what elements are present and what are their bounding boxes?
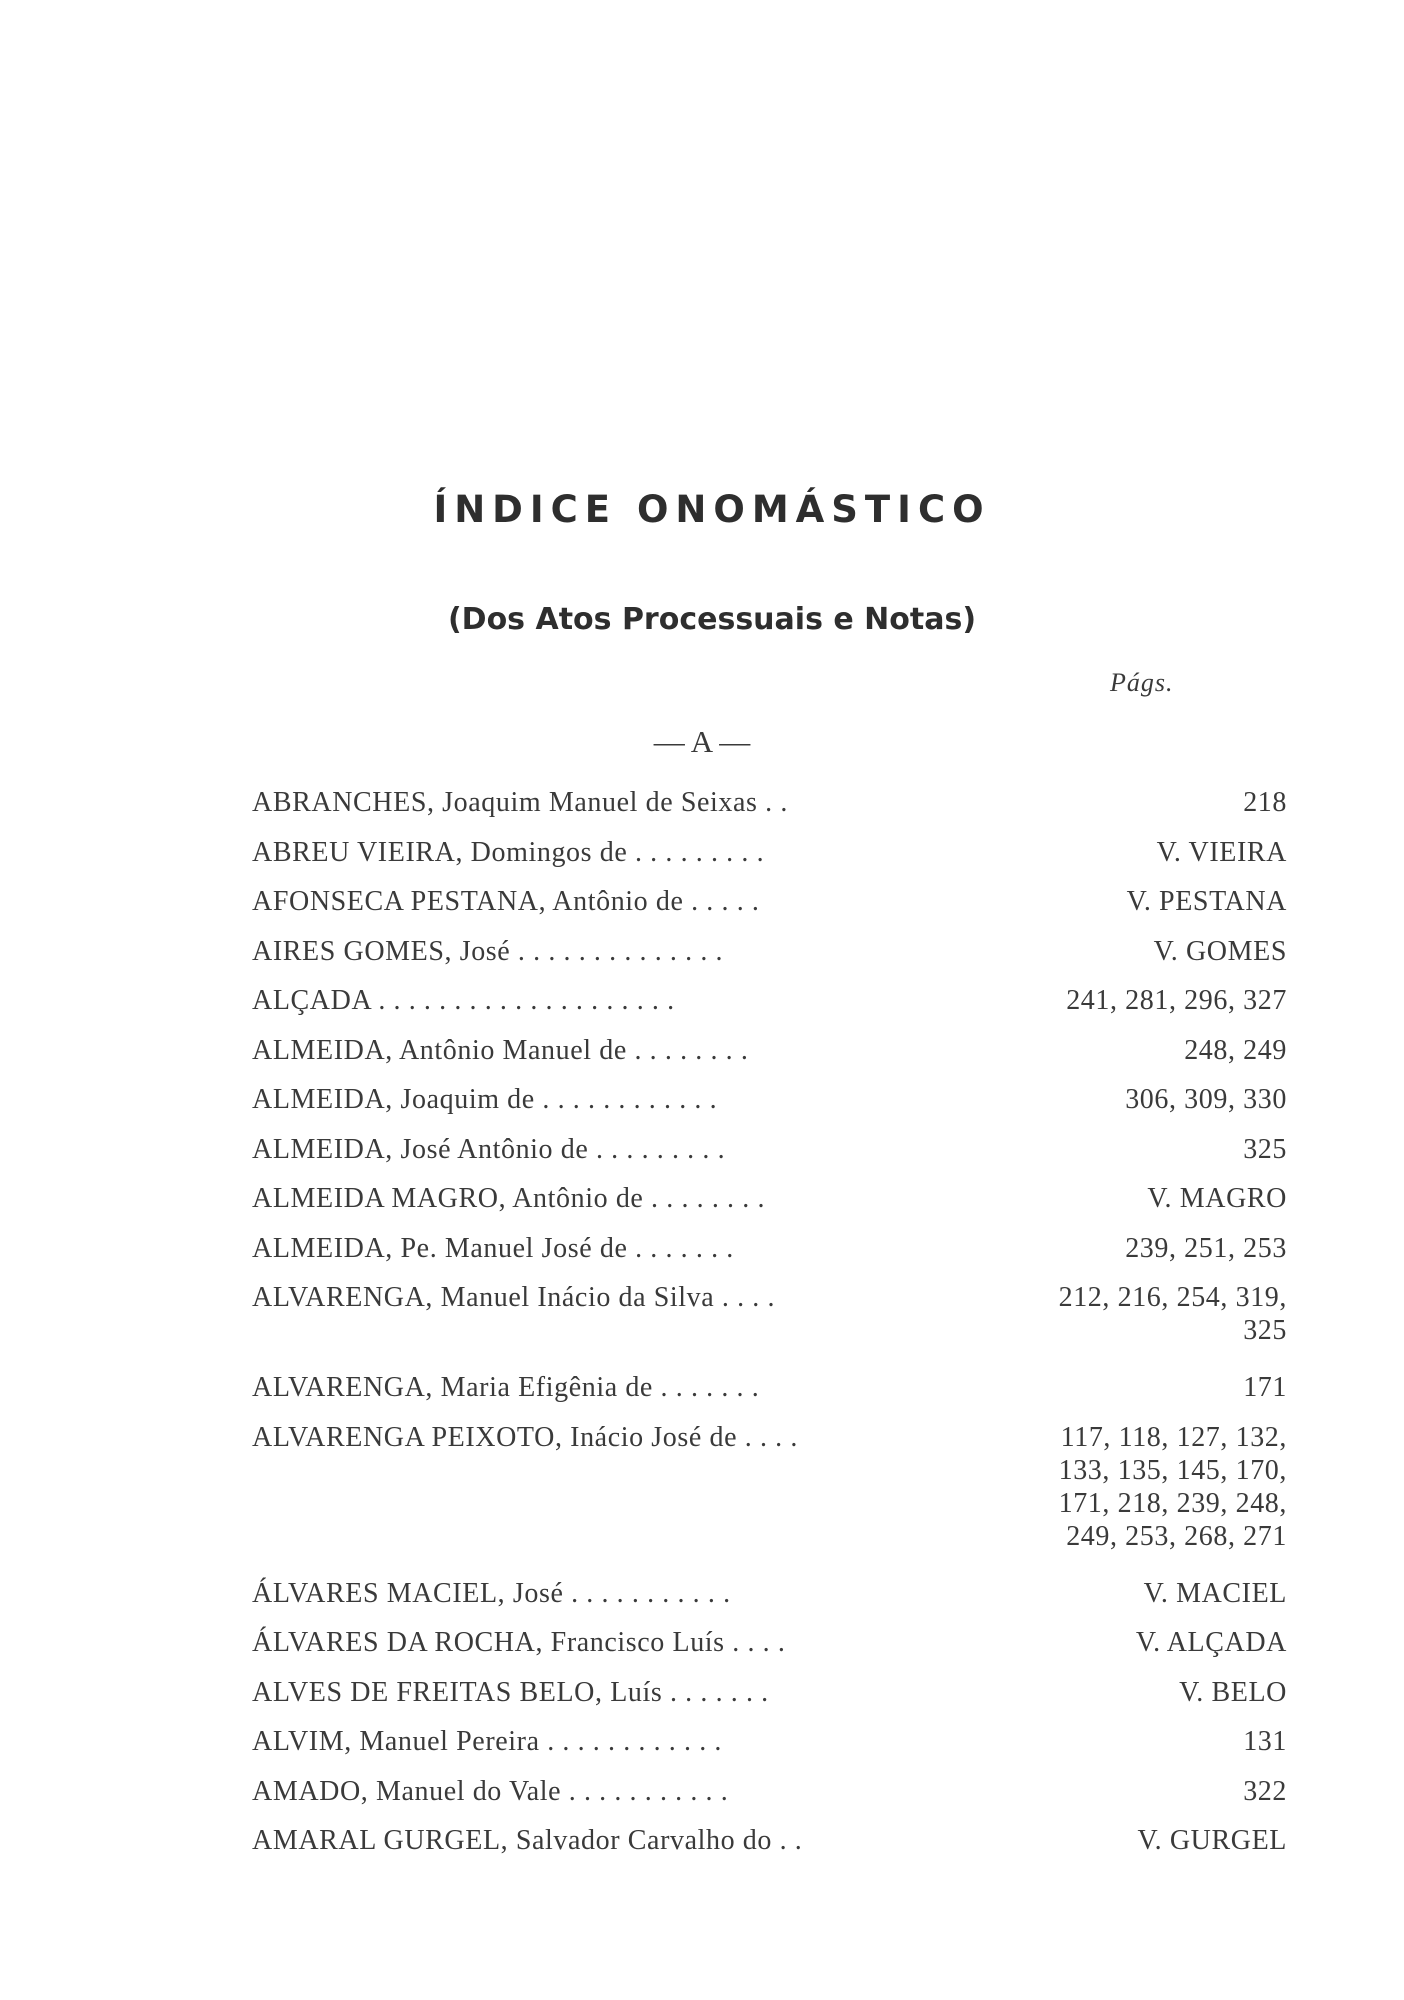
index-entry [252,786,1287,819]
entry-pages [987,1371,1287,1404]
entry-page-ref: V. MACIEL [1143,1577,1287,1609]
index-entry [252,1676,1287,1709]
index-entry [252,1824,1287,1857]
page-subtitle: (Dos Atos Processuais e Notas) [447,602,977,637]
entry-pages [987,836,1287,869]
entry-name: ALMEIDA, José Antônio de . . . . . . . . . [252,1133,726,1165]
entry-page-ref: 239, 251, 253 [1125,1232,1287,1264]
entry-page-ref: V. MAGRO [1147,1183,1287,1214]
index-entry [252,1133,1287,1166]
entry-pages [987,1281,1287,1347]
entry-name: ABREU VIEIRA, Domingos de . . . . . . . . . [252,836,765,868]
entry-pages [987,984,1287,1017]
entry-name: ALMEIDA, Joaquim de . . . . . . . . . . . . [252,1084,718,1115]
entry-name: ALVARENGA PEIXOTO, Inácio José de . . . . [252,1421,798,1453]
index-entry [252,836,1287,869]
entry-name: AFONSECA PESTANA, Antônio de . . . . . [252,886,760,917]
index-entry [252,1371,1287,1404]
entry-page-ref: 171 [1243,1372,1287,1403]
index-entry [252,1577,1287,1610]
entry-page-ref: V. VIEIRA [1156,836,1287,868]
entry-pages [987,935,1287,968]
entry-pages [987,1133,1287,1166]
section-letter-heading: — A — [653,724,751,759]
entry-pages [987,1232,1287,1265]
entry-name: ABRANCHES, Joaquim Manuel de Seixas . . [252,787,788,818]
index-entry [252,1182,1287,1215]
entry-name: ALVARENGA, Manuel Inácio da Silva . . . . [252,1282,776,1313]
entry-name: ALMEIDA, Pe. Manuel José de . . . . . . . [252,1232,734,1264]
entry-page-ref: V. PESTANA [1126,886,1287,917]
entry-pages [987,1824,1287,1857]
entry-name: ALMEIDA MAGRO, Antônio de . . . . . . . . [252,1183,766,1214]
entry-name: ALÇADA . . . . . . . . . . . . . . . . . . . . [252,985,675,1016]
index-entry [252,1034,1287,1067]
entry-pages [987,1577,1287,1610]
entry-page-ref: 249, 253, 268, 271 [1066,1520,1287,1552]
entry-page-ref: 322 [1243,1775,1287,1807]
entry-pages [987,1725,1287,1758]
entry-page-ref: 131 [1243,1726,1287,1757]
entry-page-ref: 133, 135, 145, 170, [1058,1454,1287,1486]
index-entry [252,1083,1287,1116]
entry-pages [987,885,1287,918]
entry-name: AMADO, Manuel do Vale . . . . . . . . . . . [252,1775,729,1807]
entry-page-ref: 248, 249 [1184,1034,1287,1066]
entry-name: ALMEIDA, Antônio Manuel de . . . . . . . . [252,1034,749,1066]
entry-pages [987,1083,1287,1116]
entry-page-ref: V. ALÇADA [1135,1627,1287,1658]
entry-name: ÁLVARES MACIEL, José . . . . . . . . . . . [252,1577,731,1609]
entry-page-ref: 212, 216, 254, 319, [1058,1282,1287,1313]
entry-name: ÁLVARES DA ROCHA, Francisco Luís . . . . [252,1627,786,1658]
entry-page-ref: 325 [1243,1315,1287,1346]
entry-page-ref: 218 [1243,787,1287,818]
index-entry [252,1775,1287,1808]
entry-name: AMARAL GURGEL, Salvador Carvalho do . . [252,1825,803,1856]
index-entry [252,1281,1287,1347]
entry-name: ALVIM, Manuel Pereira . . . . . . . . . . . . [252,1726,723,1757]
entry-pages [987,1775,1287,1808]
entry-name: ALVARENGA, Maria Efigênia de . . . . . . . [252,1372,760,1403]
entry-pages [987,1034,1287,1067]
entry-pages [987,1626,1287,1659]
entry-page-ref: 241, 281, 296, 327 [1066,985,1287,1016]
entry-name: AIRES GOMES, José . . . . . . . . . . . . . . [252,935,724,967]
entry-pages [987,1421,1287,1553]
index-entry [252,885,1287,918]
entry-name: ALVES DE FREITAS BELO, Luís . . . . . . . [252,1676,769,1708]
index-entry [252,1626,1287,1659]
index-entry [252,1725,1287,1758]
index-entry [252,935,1287,968]
entry-page-ref: 117, 118, 127, 132, [1060,1421,1287,1453]
entry-page-ref: V. GOMES [1153,935,1287,967]
entry-pages [987,1676,1287,1709]
page-title: ÍNDICE ONOMÁSTICO [433,488,991,531]
pages-column-label: Págs. [1110,668,1174,697]
entry-pages [987,1182,1287,1215]
index-entries-list [252,786,1287,1874]
index-entry [252,1421,1287,1553]
entry-page-ref: 171, 218, 239, 248, [1058,1487,1287,1519]
entry-page-ref: V. GURGEL [1137,1825,1287,1856]
entry-page-ref: 306, 309, 330 [1125,1084,1287,1115]
entry-page-ref: 325 [1243,1133,1287,1165]
index-entry [252,1232,1287,1265]
entry-page-ref: V. BELO [1179,1676,1287,1708]
index-entry [252,984,1287,1017]
entry-pages [987,786,1287,819]
